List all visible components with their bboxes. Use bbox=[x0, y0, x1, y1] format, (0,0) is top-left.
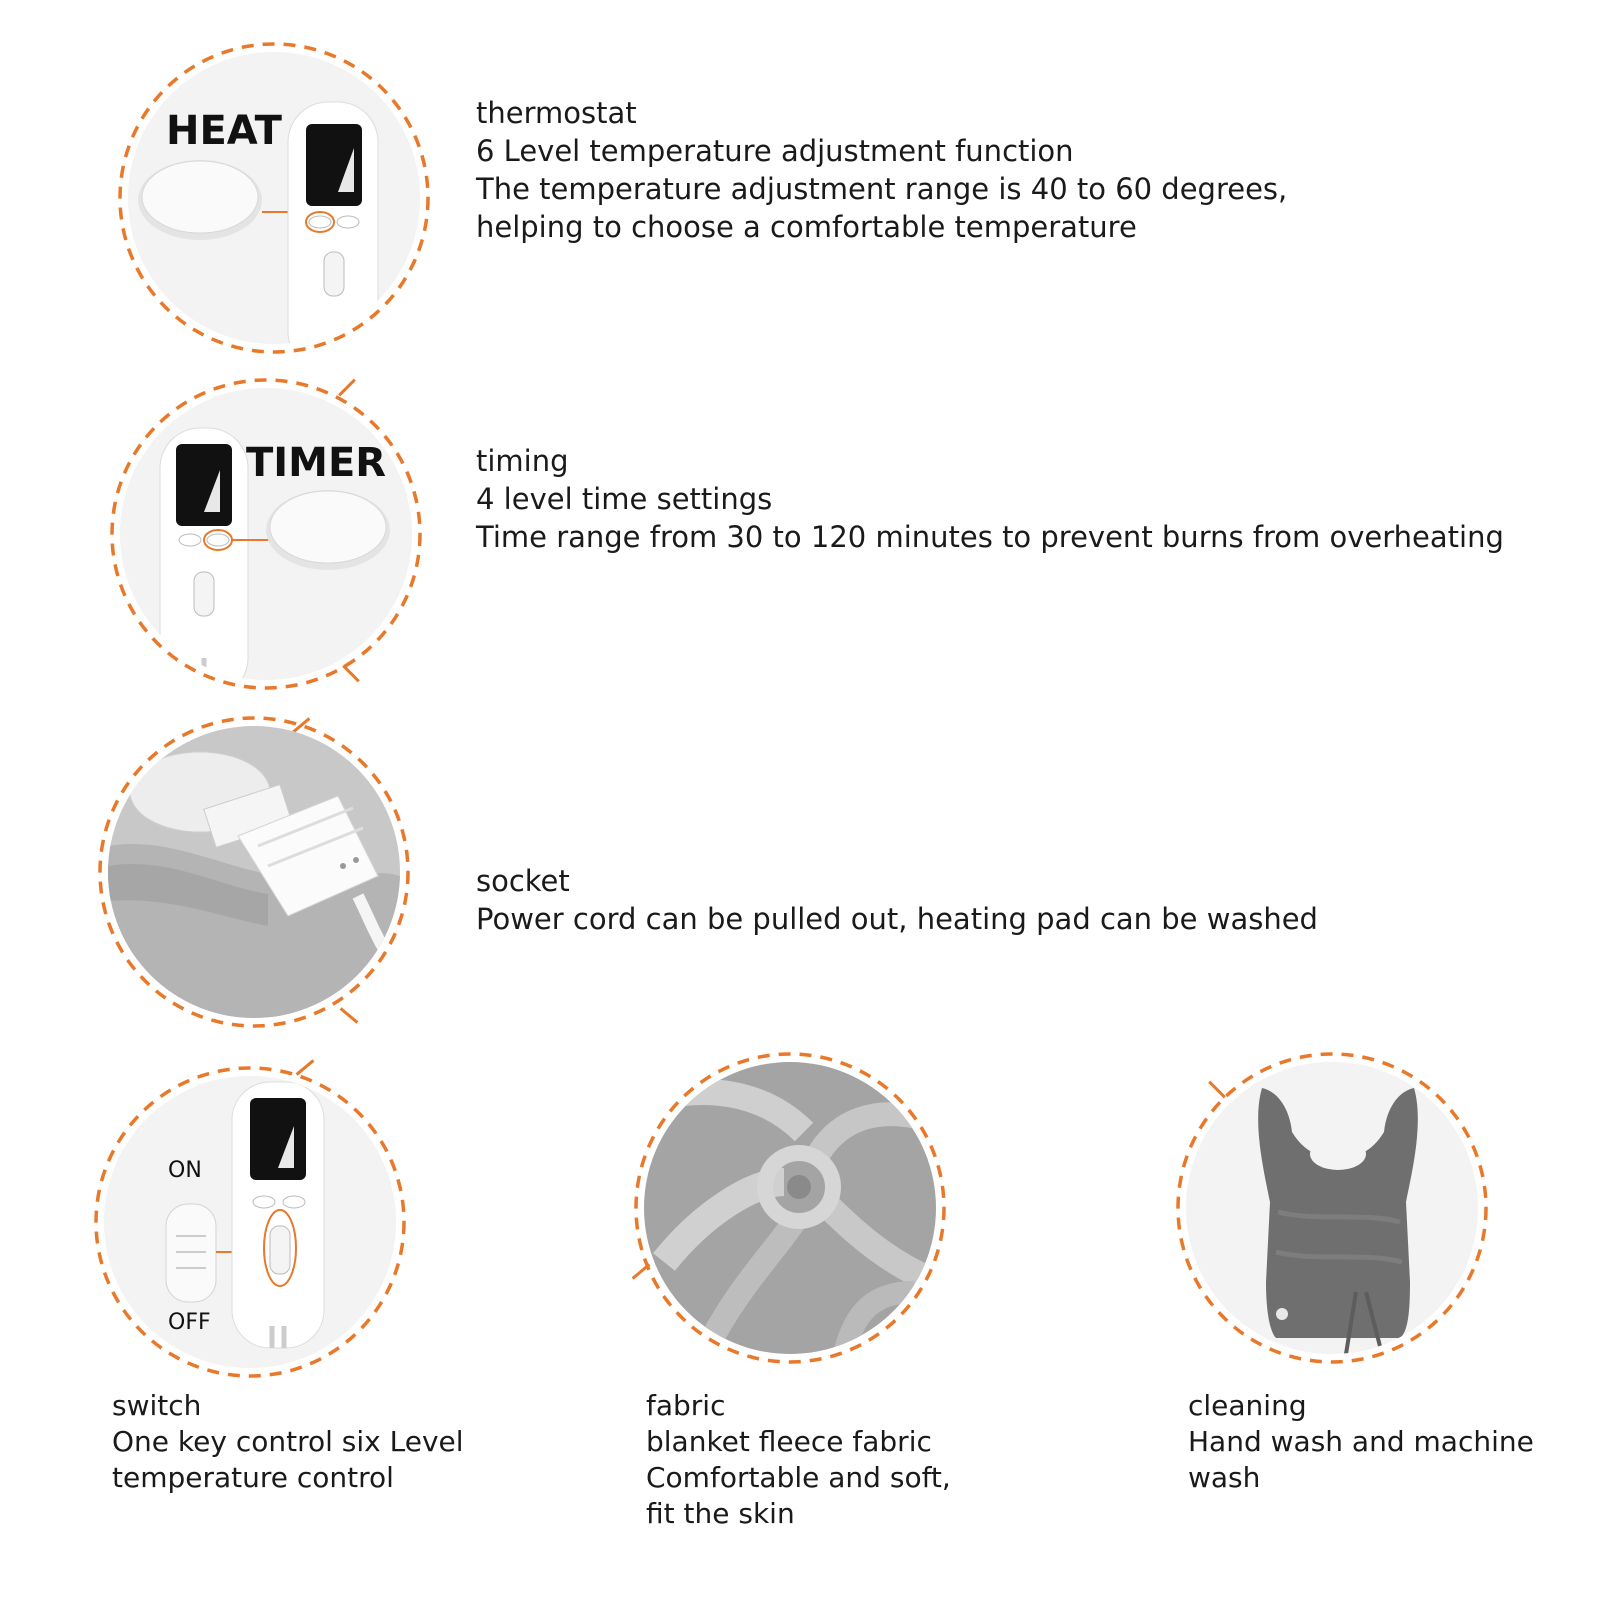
feature-thermostat-image bbox=[116, 40, 432, 356]
feature-title: timing bbox=[476, 444, 569, 478]
feature-line: temperature control bbox=[112, 1461, 394, 1494]
feature-line: The temperature adjustment range is 40 to 60 degrees, bbox=[476, 172, 1288, 206]
feature-line: 6 Level temperature adjustment function bbox=[476, 134, 1074, 168]
switch-on-label: ON bbox=[168, 1158, 202, 1183]
feature-title: fabric bbox=[646, 1389, 726, 1422]
feature-thermostat-text bbox=[476, 94, 1287, 246]
switch-off-label: OFF bbox=[168, 1310, 211, 1335]
feature-line: One key control six Level bbox=[112, 1425, 464, 1458]
feature-socket-image bbox=[96, 714, 412, 1030]
feature-timing-image bbox=[108, 376, 424, 692]
feature-line: 4 level time settings bbox=[476, 482, 773, 516]
feature-line: Hand wash and machine bbox=[1188, 1425, 1534, 1458]
heat-badge: HEAT bbox=[166, 108, 282, 154]
feature-line: fit the skin bbox=[646, 1497, 795, 1530]
feature-line: helping to choose a comfortable temperature bbox=[476, 210, 1137, 244]
feature-timing-text bbox=[476, 442, 1504, 556]
feature-title: thermostat bbox=[476, 96, 637, 130]
feature-line: Power cord can be pulled out, heating pad can be washed bbox=[476, 902, 1318, 936]
feature-socket-text bbox=[476, 862, 1318, 938]
feature-cleaning-text bbox=[1188, 1388, 1534, 1496]
feature-switch-image bbox=[92, 1064, 408, 1380]
feature-cleaning-image bbox=[1174, 1050, 1490, 1366]
feature-fabric-image bbox=[632, 1050, 948, 1366]
feature-fabric-text bbox=[646, 1388, 951, 1532]
feature-line: wash bbox=[1188, 1461, 1261, 1494]
feature-line: blanket fleece fabric bbox=[646, 1425, 932, 1458]
feature-switch-text bbox=[112, 1388, 464, 1496]
feature-title: switch bbox=[112, 1389, 202, 1422]
feature-line: Comfortable and soft, bbox=[646, 1461, 951, 1494]
feature-line: Time range from 30 to 120 minutes to prevent burns from overheating bbox=[476, 520, 1504, 554]
timer-badge: TIMER bbox=[246, 440, 387, 486]
feature-title: socket bbox=[476, 864, 570, 898]
feature-title: cleaning bbox=[1188, 1389, 1307, 1422]
